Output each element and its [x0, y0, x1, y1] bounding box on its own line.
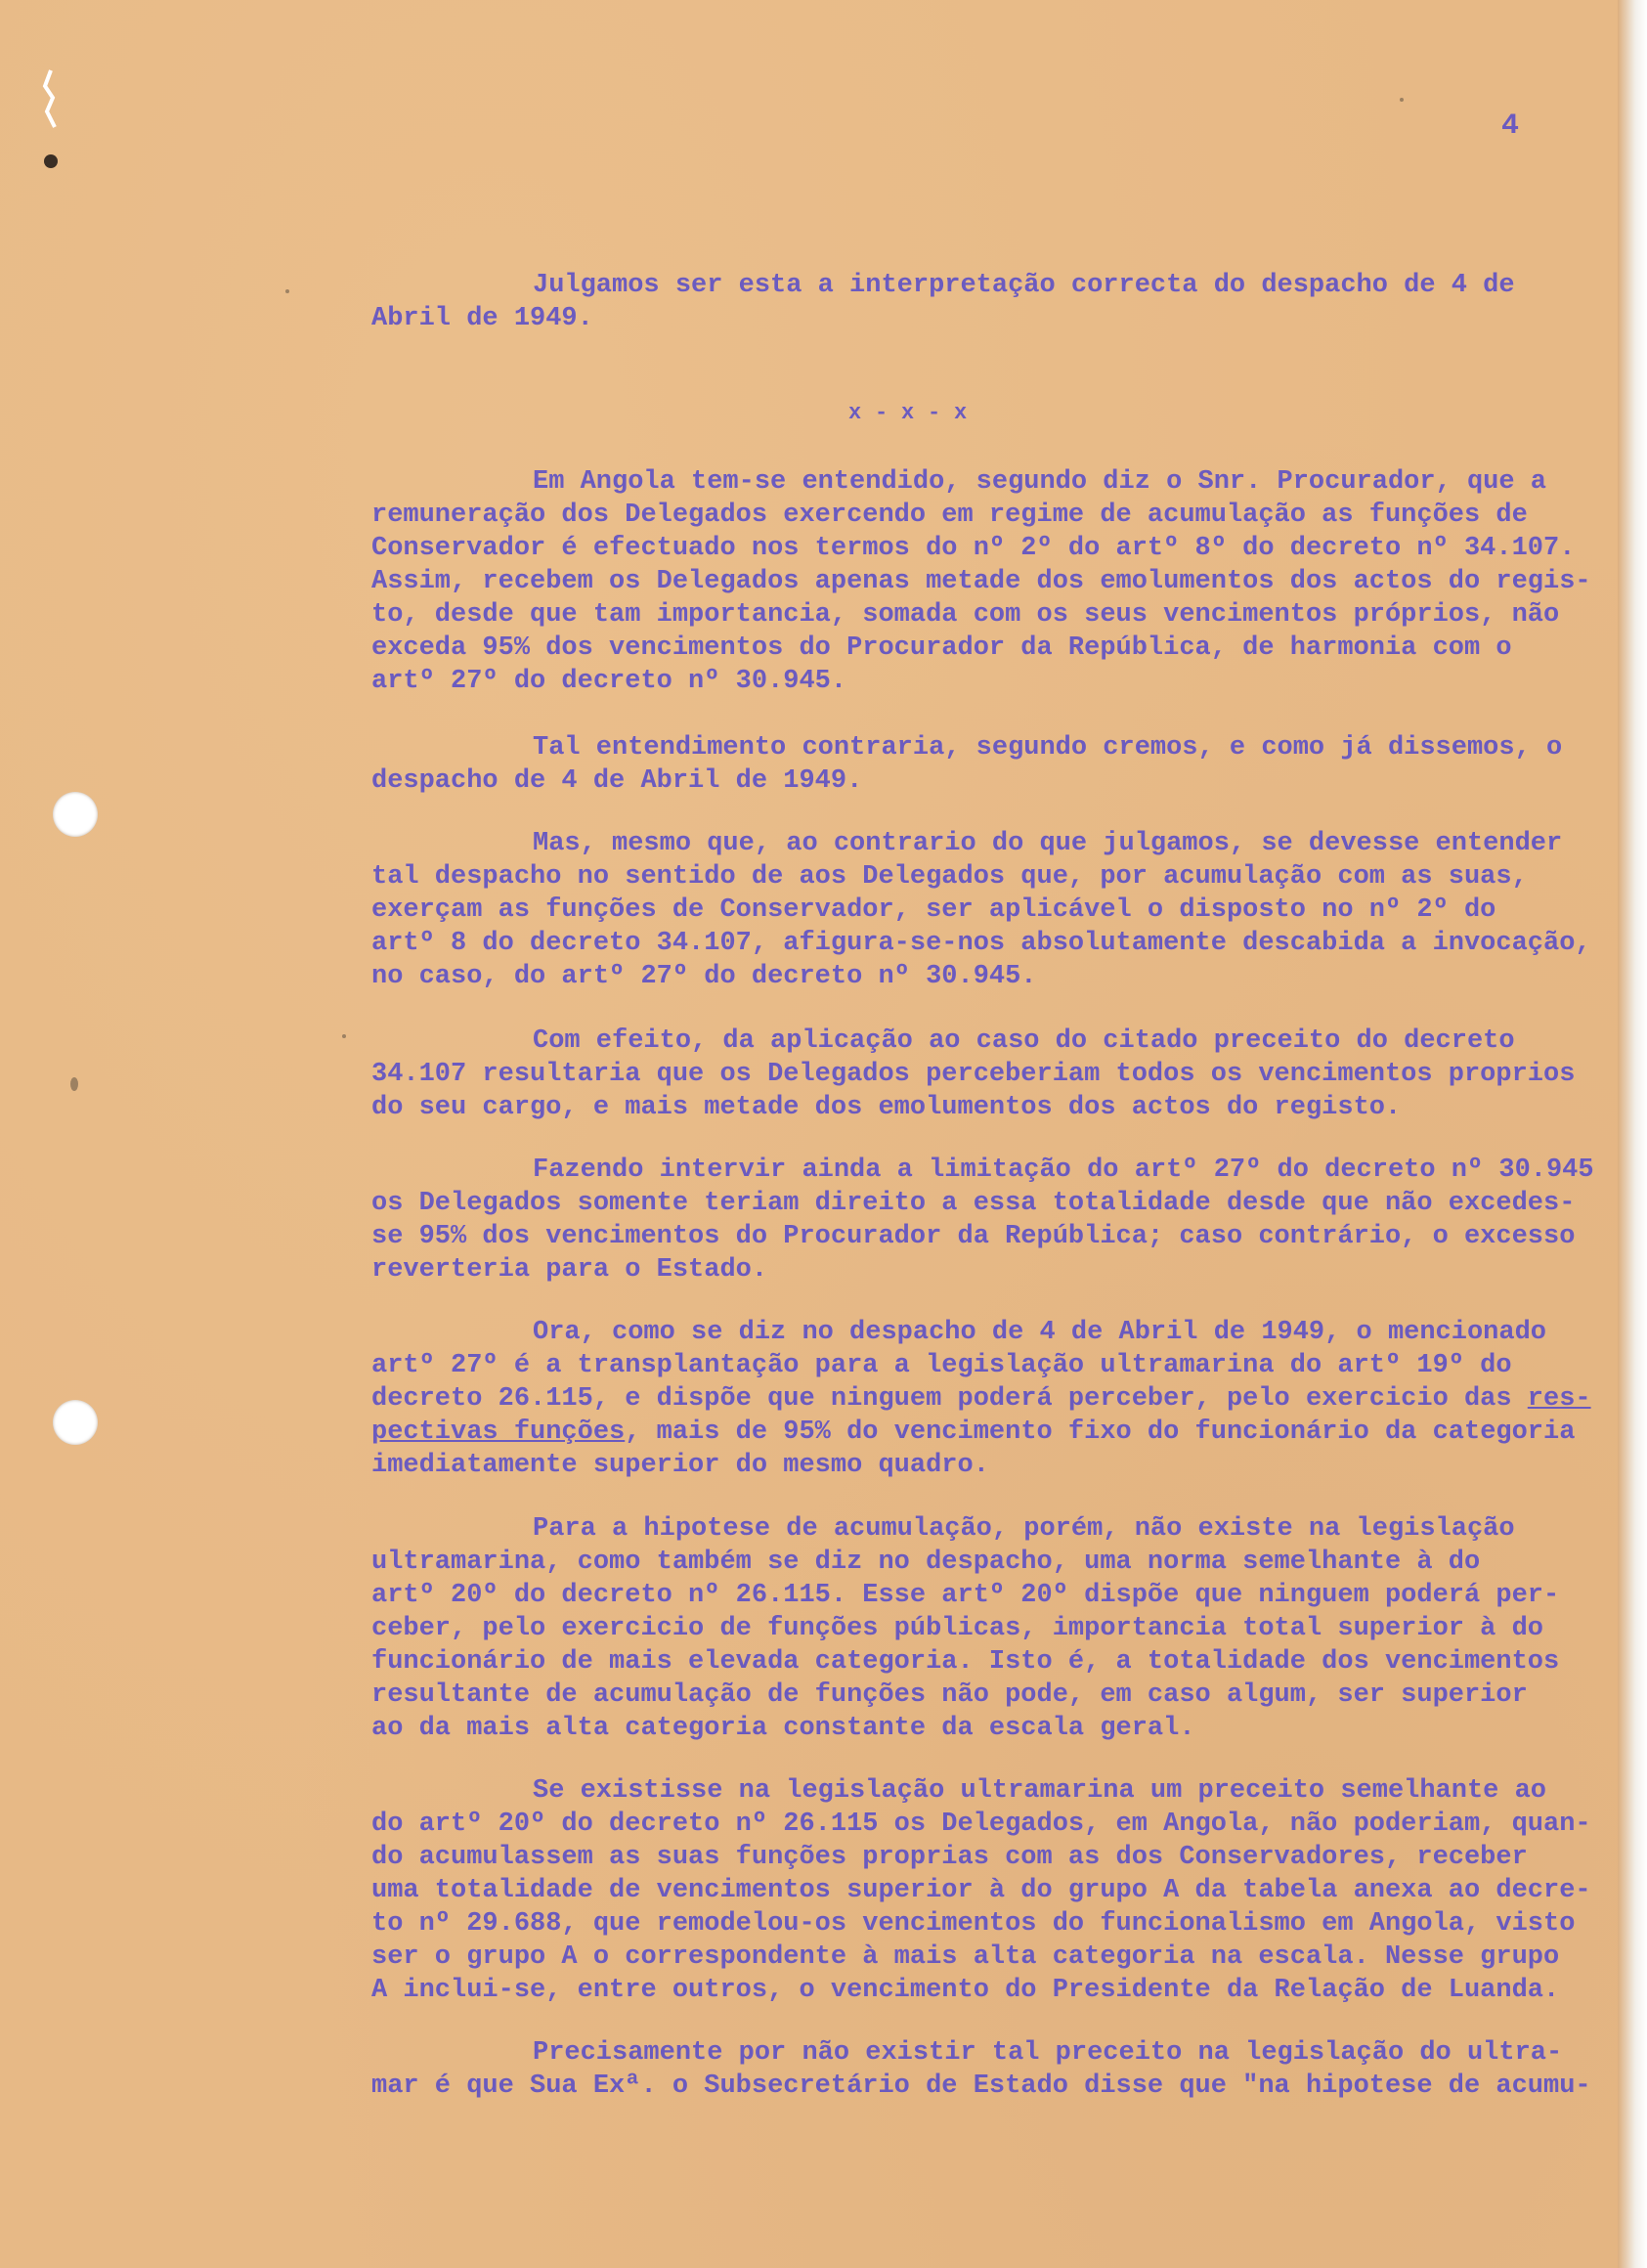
paragraph-7: [371, 1316, 1627, 1482]
section-separator: x - x - x: [848, 401, 968, 425]
punch-hole-bottom: [53, 1400, 98, 1445]
text-line: 34.107 resultaria que os Delegados perceberiam todos os vencimentos proprios: [371, 1060, 1576, 1089]
text-line: ceber, pelo exercicio de funções públicas, importancia total superior à do: [371, 1614, 1543, 1643]
text-line: do artº 20º do decreto nº 26.115 os Delegados, em Angola, não poderiam, quan-: [371, 1810, 1591, 1839]
text-line: ao da mais alta categoria constante da escala geral.: [371, 1714, 1195, 1743]
text-line: Ora, como se diz no despacho de 4 de Abril de 1949, o mencionado: [533, 1318, 1546, 1347]
paragraph-6: [371, 1154, 1627, 1287]
text-line: Julgamos ser esta a interpretação correcta do despacho de 4 de: [533, 271, 1515, 300]
page-number: 4: [1501, 109, 1520, 143]
text-line: exerçam as funções de Conservador, ser aplicável o disposto no nº 2º do: [371, 895, 1496, 925]
text-line: artº 20º do decreto nº 26.115. Esse artº 20º dispõe que ninguem poderá per-: [371, 1581, 1560, 1610]
ink-speck: [342, 1034, 346, 1038]
text-line: Assim, recebem os Delegados apenas metade dos emolumentos dos actos do regis-: [371, 567, 1591, 596]
text-line: Se existisse na legislação ultramarina um preceito semelhante ao: [533, 1776, 1546, 1806]
text-line: A inclui-se, entre outros, o vencimento do Presidente da Relação de Luanda.: [371, 1976, 1560, 2005]
text-line: Abril de 1949.: [371, 304, 593, 333]
text-line: Precisamente por não existir tal preceito na legislação do ultra-: [533, 2038, 1563, 2068]
text-line: imediatamente superior do mesmo quadro.: [371, 1451, 989, 1480]
text-line: mar é que Sua Exª. o Subsecretário de Estado disse que "na hipotese de acumu-: [371, 2072, 1591, 2101]
text-line: Tal entendimento contraria, segundo cremos, e como já dissemos, o: [533, 733, 1563, 763]
text-line: artº 27º é a transplantação para a legislação ultramarina do artº 19º do: [371, 1351, 1512, 1380]
text-line: decreto 26.115, e dispõe que ninguem poderá perceber, pelo exercicio das res-: [371, 1384, 1591, 1414]
text-line: do acumulassem as suas funções proprias com as dos Conservadores, receber: [371, 1843, 1528, 1872]
text-line: exceda 95% dos vencimentos do Procurador da República, de harmonia com o: [371, 633, 1512, 663]
torn-corner-mark: [39, 68, 63, 176]
paragraph-10: [371, 2036, 1627, 2103]
text-line: remuneração dos Delegados exercendo em regime de acumulação as funções de: [371, 501, 1528, 530]
paragraph-5: [371, 1025, 1627, 1124]
paper-edge: [1618, 0, 1647, 2268]
punch-hole-top: [53, 792, 98, 837]
paragraph-3: [371, 731, 1627, 798]
text-line: artº 27º do decreto nº 30.945.: [371, 667, 847, 696]
paragraph-1: [371, 269, 1627, 335]
text-line: Para a hipotese de acumulação, porém, não existe na legislação: [533, 1514, 1515, 1544]
paragraph-8: [371, 1512, 1627, 1745]
text-line: to nº 29.688, que remodelou-os vencimentos do funcionalismo em Angola, visto: [371, 1909, 1576, 1939]
text-line: artº 8 do decreto 34.107, afigura-se-nos absolutamente descabida a invocação,: [371, 929, 1591, 958]
paragraph-9: [371, 1774, 1627, 2007]
text-line: do seu cargo, e mais metade dos emolumentos dos actos do registo.: [371, 1093, 1402, 1122]
text-line: ultramarina, como também se diz no despacho, uma norma semelhante à do: [371, 1548, 1481, 1577]
text-line: se 95% dos vencimentos do Procurador da República; caso contrário, o excesso: [371, 1222, 1576, 1251]
text-line: reverteria para o Estado.: [371, 1255, 768, 1285]
paragraph-2: [371, 465, 1627, 698]
text-line: no caso, do artº 27º do decreto nº 30.945.: [371, 962, 1037, 991]
text-line: funcionário de mais elevada categoria. Isto é, a totalidade dos vencimentos: [371, 1647, 1560, 1677]
text-line: resultante de acumulação de funções não pode, em caso algum, ser superior: [371, 1680, 1528, 1710]
text-line: ser o grupo A o correspondente à mais alta categoria na escala. Nesse grupo: [371, 1942, 1560, 1972]
ink-speck: [285, 289, 289, 293]
text-line: os Delegados somente teriam direito a essa totalidade desde que não excedes-: [371, 1189, 1576, 1218]
text-line: Em Angola tem-se entendido, segundo diz o Snr. Procurador, que a: [533, 467, 1546, 497]
text-line: Fazendo intervir ainda a limitação do artº 27º do decreto nº 30.945: [533, 1156, 1594, 1185]
paragraph-4: [371, 827, 1627, 993]
text-line-underlined: pectivas funções, mais de 95% do vencimento fixo do funcionário da categoria: [371, 1418, 1576, 1447]
ink-speck: [1400, 98, 1404, 102]
text-line: despacho de 4 de Abril de 1949.: [371, 766, 863, 796]
text-line: uma totalidade de vencimentos superior à do grupo A da tabela anexa ao decre-: [371, 1876, 1591, 1905]
ink-speck: [70, 1077, 78, 1091]
text-line: to, desde que tam importancia, somada com os seus vencimentos próprios, não: [371, 600, 1560, 630]
text-line: Com efeito, da aplicação ao caso do citado preceito do decreto: [533, 1026, 1515, 1056]
text-line: Mas, mesmo que, ao contrario do que julgamos, se devesse entender: [533, 829, 1563, 858]
text-line: tal despacho no sentido de aos Delegados que, por acumulação com as suas,: [371, 862, 1528, 892]
text-line: Conservador é efectuado nos termos do nº 2º do artº 8º do decreto nº 34.107.: [371, 534, 1576, 563]
